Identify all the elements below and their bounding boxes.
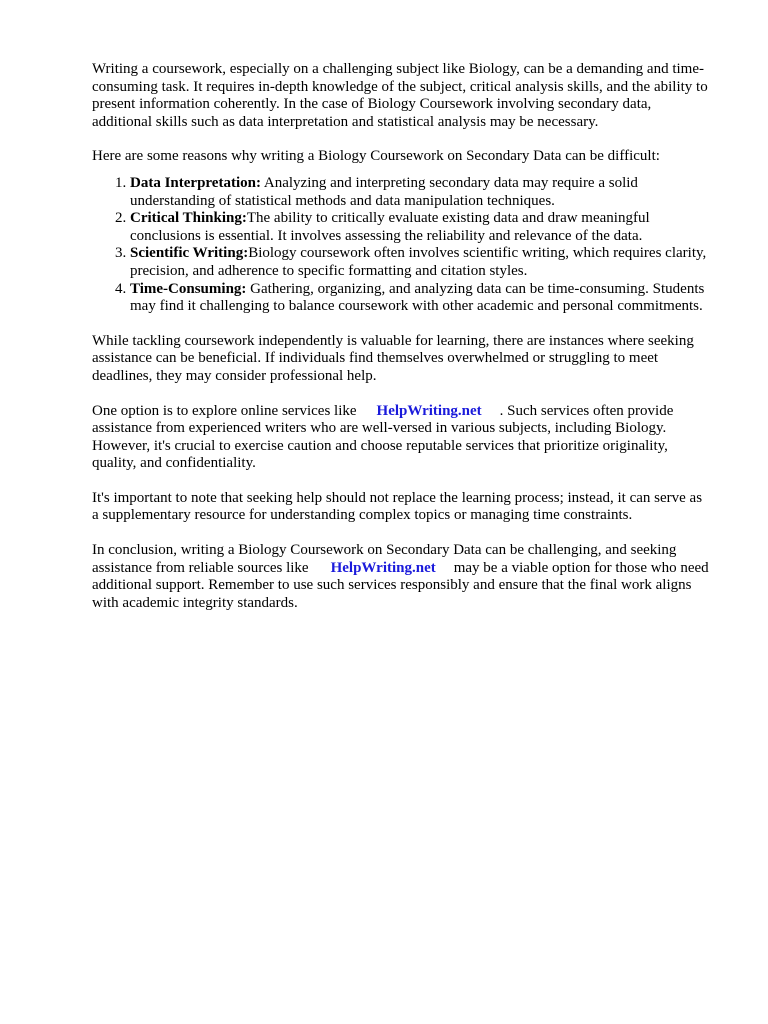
- conclusion-text-before: In conclusion, writing a Biology Coursework on Secondary Data can be challenging, and seeking assistance from reliable sources like: [92, 542, 677, 576]
- reason-text: Biology coursework often involves scientific writing, which requires clarity, precision, and adherence to specific formatting and citation styles.: [130, 245, 707, 279]
- option-text-after: . Such services often provide assistance from experienced writers who are well-versed in various subjects, including Biology. However, it's crucial to exercise caution and choose reputable services that prioritize originality, quality, and confidentiality.: [92, 402, 674, 472]
- reason-term: Time-Consuming:: [130, 280, 247, 297]
- intro-paragraph: Writing a coursework, especially on a challenging subject like Biology, can be a demanding and time-consuming task. It requires in-depth knowledge of the subject, critical analysis skills, and the ability to present information coherently. In the case of Biology Coursework involving secondary data, additional skills such as data interpretation and statistical analysis may be necessary.: [92, 61, 708, 130]
- list-item: [130, 281, 712, 316]
- reason-text: Analyzing and interpreting secondary data may require a solid understanding of statistical methods and data manipulation techniques.: [130, 174, 638, 209]
- document-page: [92, 61, 712, 629]
- tackling-paragraph: While tackling coursework independently is valuable for learning, there are instances where seeking assistance can be beneficial. If individuals find themselves overwhelmed or struggling to meet deadlines, they may consider professional help.: [92, 332, 694, 384]
- reasons-list: [92, 175, 712, 316]
- note-paragraph: It's important to note that seeking help should not replace the learning process; instead, it can serve as a supplementary resource for understanding complex topics or managing time constraints.: [92, 489, 703, 524]
- reason-term: Scientific Writing:: [130, 245, 249, 262]
- reason-text: Gathering, organizing, and analyzing data can be time-consuming. Students may find it challenging to balance coursework with other academic and personal commitments.: [130, 280, 705, 315]
- option-text-before: One option is to explore online services like: [92, 402, 357, 419]
- conclusion-text-after: may be a viable option for those who need additional support. Remember to use such services responsibly and ensure that the final work aligns with academic integrity standards.: [92, 559, 709, 611]
- list-item: [130, 175, 712, 210]
- list-item: [130, 245, 712, 280]
- reasons-lead-paragraph: Here are some reasons why writing a Biology Coursework on Secondary Data can be difficult:: [92, 148, 660, 165]
- helpwriting-link[interactable]: HelpWriting.net: [376, 402, 482, 419]
- conclusion-paragraph: [92, 542, 712, 612]
- list-item: [130, 210, 712, 245]
- reason-term: Data Interpretation:: [130, 174, 261, 191]
- option-paragraph: [92, 403, 712, 473]
- reason-term: Critical Thinking:: [130, 210, 247, 227]
- reason-text: The ability to critically evaluate existing data and draw meaningful conclusions is essential. It involves assessing the reliability and relevance of the data.: [130, 210, 650, 244]
- helpwriting-link[interactable]: HelpWriting.net: [330, 559, 436, 576]
